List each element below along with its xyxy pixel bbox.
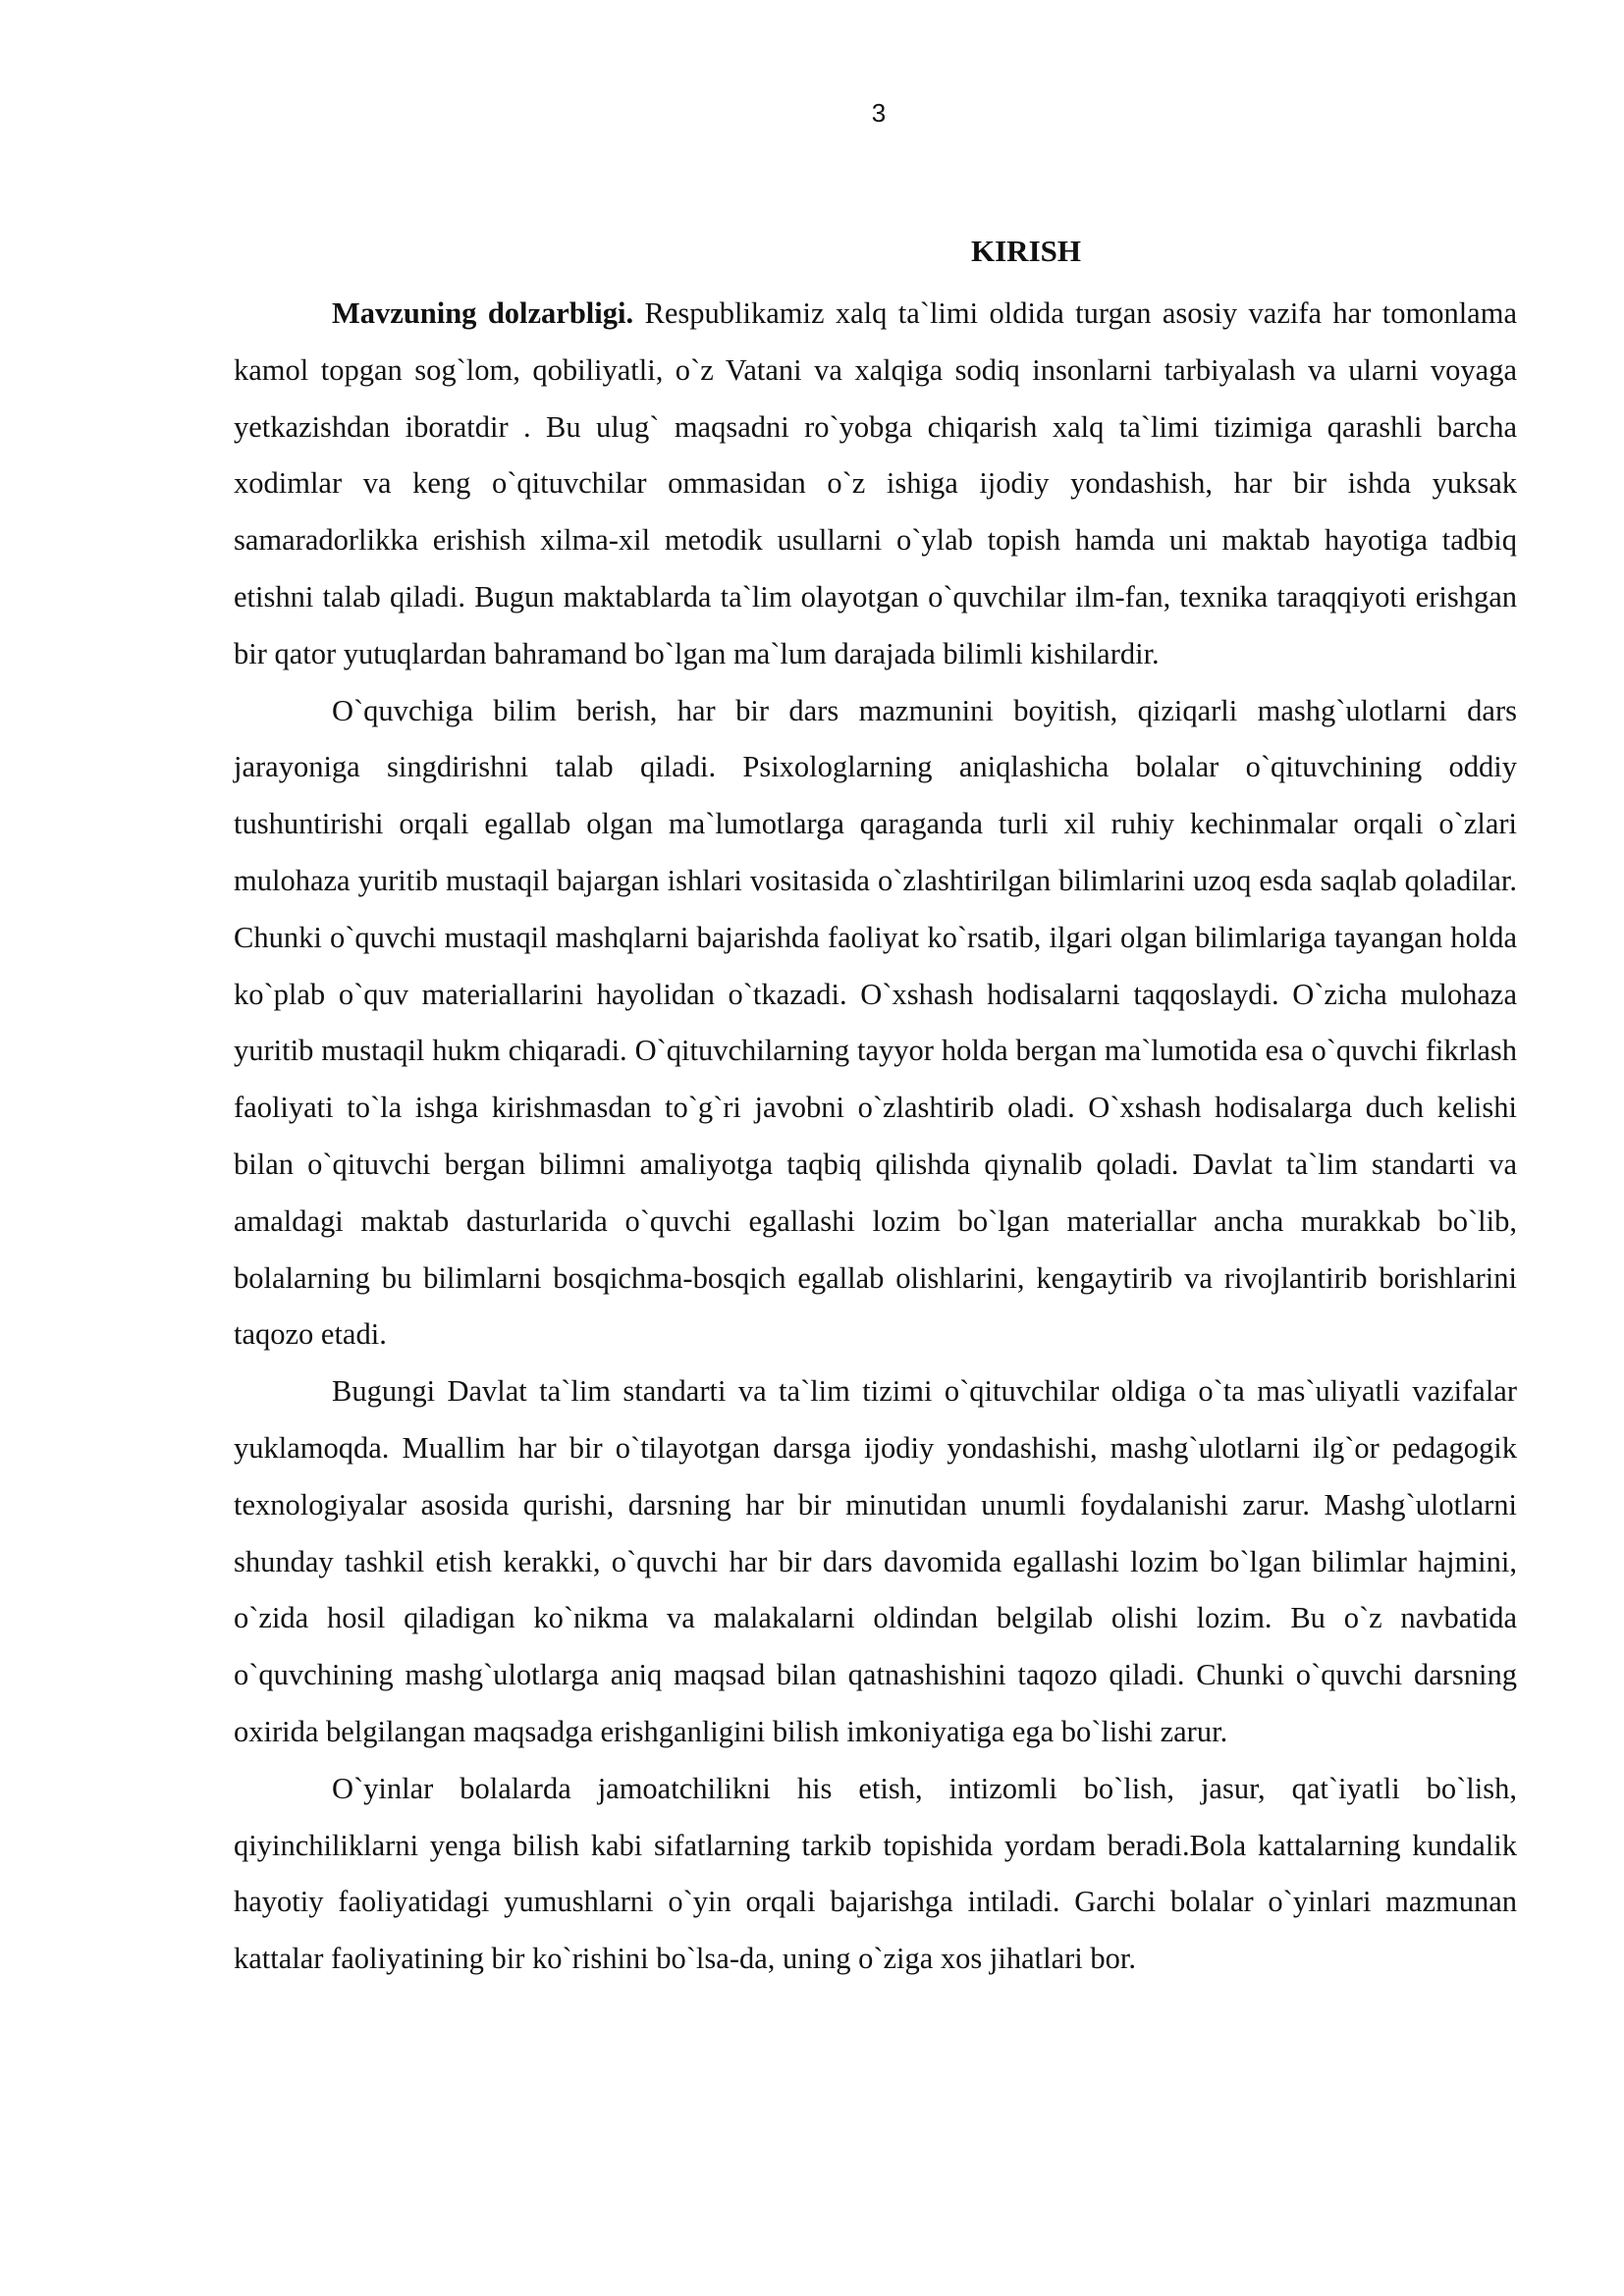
paragraph-standards: [234, 1363, 1517, 1761]
body-text: [234, 286, 1517, 1988]
paragraph-knowledge: [234, 683, 1517, 1364]
paragraph-text: O`yinlar bolalarda jamoatchilikni his etish, intizomli bo`lish, jasur, qat`iyatli bo`lish, qiyinchiliklarni yenga bilish kabi sifatlarning tarkib topishida yordam beradi.Bola kattalarning kundalik hayotiy faoliyatidagi yumushlarni o`yin orqali bajarishga intiladi. Garchi bolalar o`yinlari mazmunan kattalar faoliyatining bir ko`rishini bo`lsa-da, uning o`ziga xos jihatlari bor.: [234, 1771, 1517, 1976]
page-number: 3: [871, 98, 887, 128]
paragraph-topic-relevance: [234, 286, 1517, 683]
paragraph-text: O`quvchiga bilim berish, har bir dars mazmunini boyitish, qiziqarli mashg`ulotlarni dars jarayoniga singdirishni talab qiladi. Psixologlarning aniqlashicha bolalar o`qituvchining oddiy tushuntirishi orqali egallab olgan ma`lumotlarga qaraganda turli xil ruhiy kechinmalar orqali o`zlari mulohaza yuritib mustaqil bajargan ishlari vositasida o`zlashtirilgan bilimlarini uzoq esda saqlab qoladilar. Chunki o`quvchi mustaqil mashqlarni bajarishda faoliyat ko`rsatib, ilgari olgan bilimlariga tayangan holda ko`plab o`quv materiallarini hayolidan o`tkazadi. O`xshash hodisalarni taqqoslaydi. O`zicha mulohaza yuritib mustaqil hukm chiqaradi. O`qituvchilarning tayyor holda bergan ma`lumotida esa o`quvchi fikrlash faoliyati to`la ishga kirishmasdan to`g`ri javobni o`zlashtirib oladi. O`xshash hodisalarga duch kelishi bilan o`qituvchi bergan bilimni amaliyotga taqbiq qilishda qiynalib qoladi. Davlat ta`lim standarti va amaldagi maktab dasturlarida o`quvchi egallashi lozim bo`lgan materiallar ancha murakkab bo`lib, bolalarning bu bilimlarni bosqichma-bosqich egallab olishlarini, kengaytirib va rivojlantirib borishlarini taqozo etadi.: [234, 693, 1517, 1352]
paragraph-games: [234, 1761, 1517, 1988]
paragraph-lead: Mavzuning dolzarbligi.: [332, 296, 634, 330]
section-heading: KIRISH: [971, 234, 1081, 268]
paragraph-text: Bugungi Davlat ta`lim standarti va ta`lim tizimi o`qituvchilar oldiga o`ta mas`uliyatli vazifalar yuklamoqda. Muallim har bir o`tilayotgan darsga ijodiy yondashishi, mashg`ulotlarni ilg`or pedagogik texnologiyalar asosida qurishi, darsning har bir minutidan unumli foydalanishi zarur. Mashg`ulotlarni shunday tashkil etish kerakki, o`quvchi har bir dars davomida egallashi lozim bo`lgan bilimlar hajmini, o`zida hosil qiladigan ko`nikma va malakalarni oldindan belgilab olishi lozim. Bu o`z navbatida o`quvchining mashg`ulotlarga aniq maqsad bilan qatnashishini taqozo qiladi. Chunki o`quvchi darsning oxirida belgilangan maqsadga erishganligini bilish imkoniyatiga ega bo`lishi zarur.: [234, 1374, 1517, 1748]
paragraph-text: Respublikamiz xalq ta`limi oldida turgan asosiy vazifa har tomonlama kamol topgan sog`lom, qobiliyatli, o`z Vatani va xalqiga sodiq insonlarni tarbiyalash va ularni voyaga yetkazishdan iboratdir . Bu ulug` maqsadni ro`yobga chiqarish xalq ta`limi tizimiga qarashli barcha xodimlar va keng o`qituvchilar ommasidan o`z ishiga ijodiy yondashish, har bir ishda yuksak samaradorlikka erishish xilma-xil metodik usullarni o`ylab topish hamda uni maktab hayotiga tadbiq etishni talab qiladi. Bugun maktablarda ta`lim olayotgan o`quvchilar ilm-fan, texnika taraqqiyoti erishgan bir qator yutuqlardan bahramand bo`lgan ma`lum darajada bilimli kishilardir.: [234, 296, 1517, 670]
